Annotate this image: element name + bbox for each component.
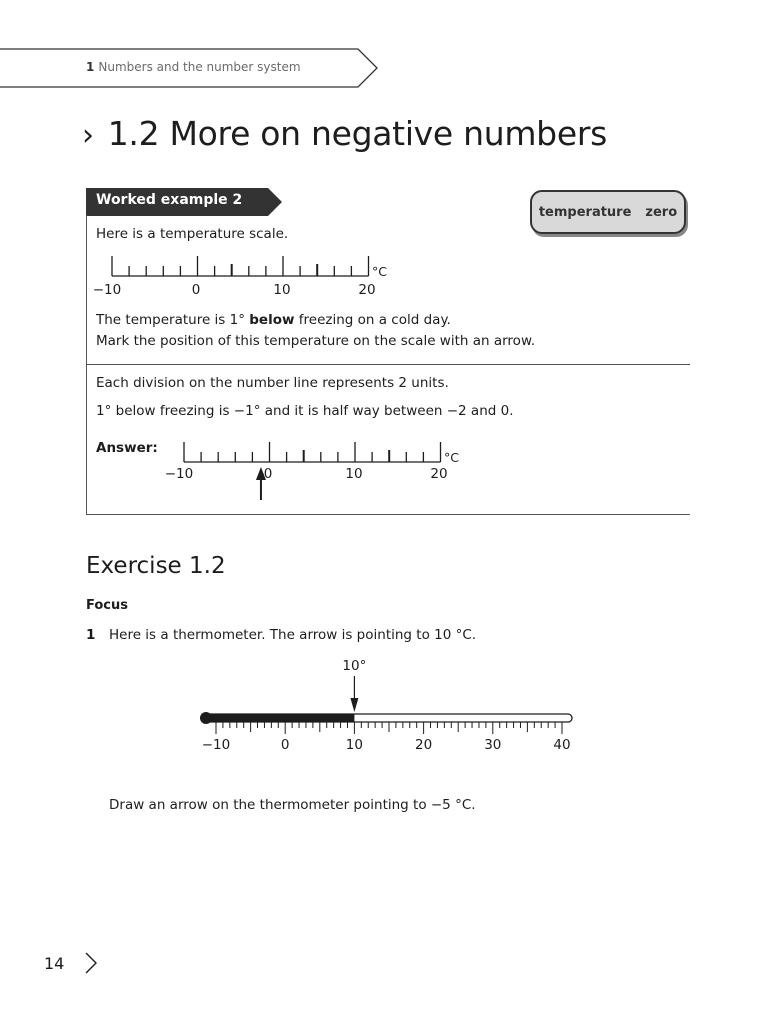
thermometer-arrow-label: 10°	[342, 658, 367, 674]
chapter-number: 1	[86, 60, 95, 74]
answer-label: Answer:	[96, 440, 158, 456]
section-title-text: More on negative numbers	[169, 114, 607, 153]
thermometer-label: −10	[201, 737, 231, 753]
scale-label: −10	[92, 282, 122, 298]
section-number: 1.2	[107, 114, 160, 153]
scale-ticks	[112, 256, 369, 276]
chevron-right-icon: ›	[82, 118, 94, 153]
scale-label: 20	[430, 466, 448, 482]
scale-label: 20	[358, 282, 376, 298]
scale-unit: °C	[372, 264, 387, 279]
scale-label: 0	[263, 466, 273, 482]
page-number: 14	[44, 954, 65, 973]
chapter-label	[86, 60, 301, 74]
exercise-title: Exercise 1.2	[86, 553, 226, 579]
scale-label: −10	[164, 466, 194, 482]
thermometer-arrow-head	[350, 698, 358, 712]
worked-example-divider	[86, 364, 690, 365]
worked-example-label: Worked example 2	[96, 192, 243, 208]
thermometer-ticks	[216, 722, 562, 734]
question-number: 1	[86, 627, 96, 643]
thermometer	[190, 652, 590, 758]
thermometer-fill	[206, 714, 354, 722]
scale-label: 0	[191, 282, 201, 298]
chevron-right-icon	[82, 950, 100, 976]
question-instruction: Draw an arrow on the thermometer pointing to −5 °C.	[109, 797, 476, 813]
chapter-title: Numbers and the number system	[98, 60, 301, 74]
worked-example-intro: Here is a temperature scale.	[96, 226, 289, 242]
worked-example-solution-line2: 1° below freezing is −1° and it is half way between −2 and 0.	[96, 403, 514, 419]
worked-example-solution-line1: Each division on the number line represents 2 units.	[96, 375, 449, 391]
temperature-scale	[90, 252, 400, 298]
thermometer-label: 20	[415, 737, 433, 753]
worked-example-question-line2: Mark the position of this temperature on the scale with an arrow.	[96, 333, 536, 349]
keyword-temperature: temperature	[538, 204, 632, 220]
thermometer-label: 30	[484, 737, 502, 753]
scale-label: 10	[273, 282, 291, 298]
worked-example-question-line1: The temperature is 1° below freezing on a cold day.	[96, 312, 451, 328]
question-text: Here is a thermometer. The arrow is pointing to 10 °C.	[109, 627, 477, 643]
thermometer-bulb	[200, 712, 212, 724]
thermometer-label: 40	[553, 737, 571, 753]
thermometer-label: 0	[280, 737, 290, 753]
keyword-zero: zero	[645, 204, 678, 220]
thermometer-arrow-icon	[350, 676, 358, 712]
thermometer-labels	[202, 737, 571, 753]
scale-unit: °C	[444, 450, 459, 465]
thermometer-label: 10	[345, 737, 363, 753]
answer-scale	[162, 438, 482, 504]
scale-ticks	[184, 442, 441, 462]
scale-label: 10	[345, 466, 363, 482]
focus-label: Focus	[86, 598, 128, 613]
section-title	[82, 114, 607, 153]
